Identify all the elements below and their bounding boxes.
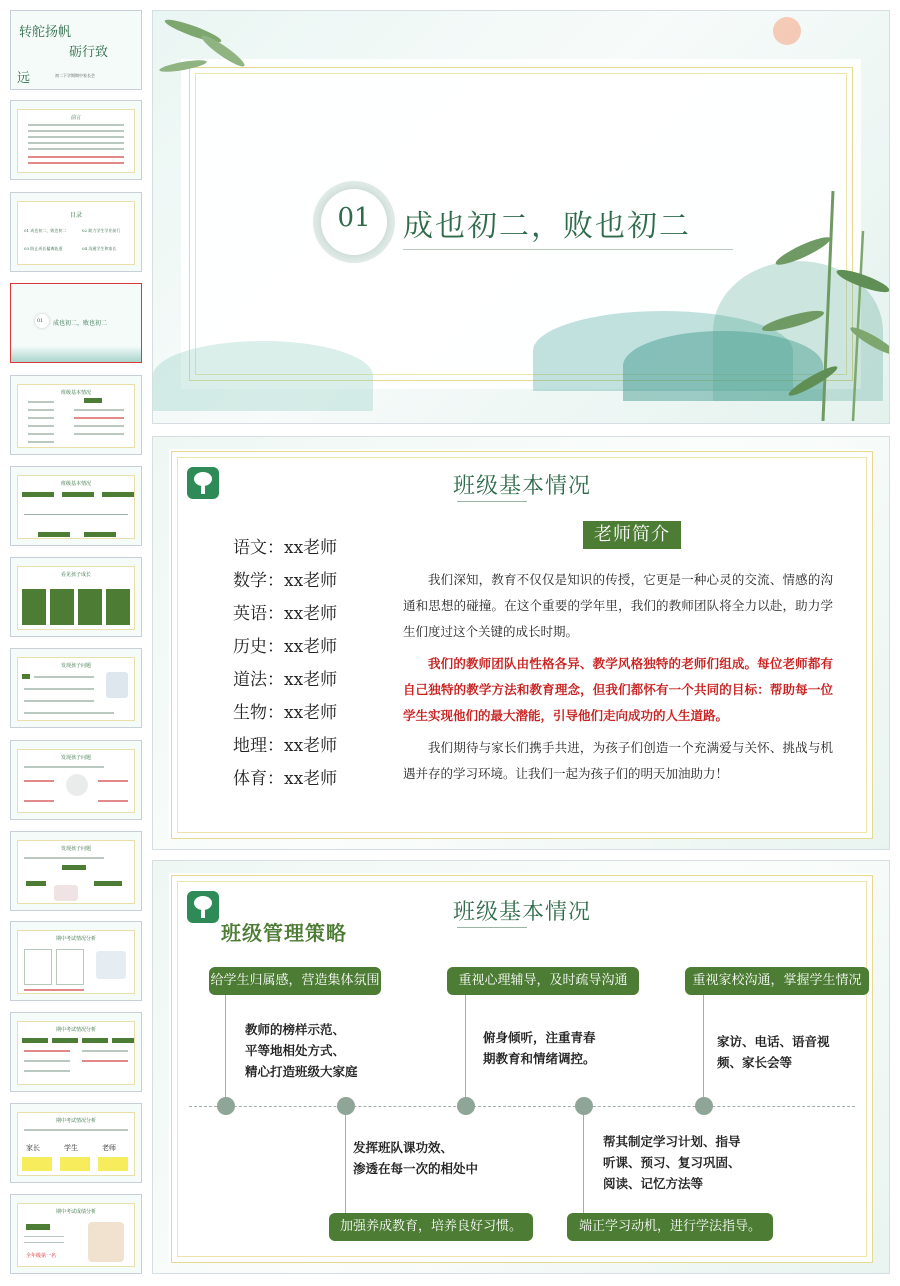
thumb-content-area [17, 566, 135, 630]
section-number: 01 [337, 203, 371, 233]
sun-decoration [773, 17, 801, 45]
thumb-title: 期中考试情况分析 [55, 936, 96, 942]
thumb-section-title: 成也初二，败也初二 [53, 320, 108, 327]
slide-thumbnail-5[interactable] [10, 375, 142, 455]
thumb-title: 发现孩子问题 [60, 663, 91, 669]
thumb-content-area [17, 1112, 135, 1176]
strategy-label-psychology: 重视心理辅导，及时疏导沟通 [447, 967, 639, 995]
teacher-row-english: 英语：xx老师 [233, 604, 338, 624]
thumb-content-area [17, 1203, 135, 1267]
thumb-content-area [17, 384, 135, 448]
thumb-title: 目录 [69, 212, 82, 219]
thumb-content-area [17, 201, 135, 265]
slide-thumbnail-1[interactable] [10, 10, 142, 90]
slide-class-management-strategy[interactable] [152, 860, 890, 1274]
thumb-content-area [17, 749, 135, 813]
strategy-label-belonging: 给学生归属感，营造集体氛围 [209, 967, 381, 995]
thumb-section-number: 01 [37, 318, 44, 324]
teacher-row-morality-law: 道法：xx老师 [233, 670, 338, 690]
bamboo-decoration [753, 191, 890, 421]
slide-thumbnail-7[interactable] [10, 557, 142, 637]
slide-thumbnail-6[interactable] [10, 466, 142, 546]
teacher-row-chinese: 语文：xx老师 [233, 538, 338, 558]
thumb-title: 期中考试情况分析 [55, 1027, 96, 1033]
bamboo-leaves-top-left [153, 11, 273, 101]
strategy-desc-home-school: 家访、电话、语音视 频、家长会等 [717, 1034, 830, 1070]
slide-thumbnail-3[interactable] [10, 192, 142, 272]
section-subtitle: 班级管理策略 [221, 921, 347, 945]
slide-thumbnail-9[interactable] [10, 740, 142, 820]
thumb-label-teacher: 老师 [102, 1144, 116, 1152]
slide-thumbnail-2[interactable] [10, 100, 142, 180]
thumb-content-area [17, 930, 135, 994]
intro-paragraph-3: 我们期待与家长们携手共进，为孩子们创造一个充满爱与关怀、挑战与机遇并存的学习环境。让我们一起为孩子们的明天加油助力！ [403, 740, 833, 781]
title-underline [403, 249, 733, 250]
thumb-cover-title-line-3: 远 [17, 71, 31, 86]
thumb-title: 看见孩子成长 [60, 572, 91, 578]
slide-heading: 班级基本情况 [452, 900, 591, 925]
intro-paragraph-2-highlight: 我们的教师团队由性格各异、教学风格独特的老师们组成。每位老师都有自己独特的教学方法和教育理念，但我们都怀有一个共同的目标：帮助每一位学生实现他们的最大潜能，引导他们走向成功的人生道路。 [403, 656, 833, 723]
thumb-title: 期中考试情况分析 [55, 1118, 96, 1124]
section-title: 成也初二，败也初二 [403, 209, 691, 244]
teacher-row-history: 历史：xx老师 [233, 637, 338, 657]
thumb-label-parent: 家长 [26, 1144, 40, 1152]
thumb-content-area [17, 840, 135, 904]
strategy-label-learning: 端正学习动机，进行学法指导。 [567, 1213, 773, 1241]
thumb-content-area [17, 1021, 135, 1085]
slide-thumbnail-13[interactable] [10, 1103, 142, 1183]
intro-paragraph-1: 我们深知，教育不仅仅是知识的传授，它更是一种心灵的交流、情感的沟通和思想的碰撞。在这个重要的学年里，我们的教师团队将全力以赴，助力学生们度过这个关键的成长时期。 [403, 572, 833, 639]
thumb-content-area [17, 109, 135, 173]
slide-thumbnail-12[interactable] [10, 1012, 142, 1092]
thumb-content-area [17, 657, 135, 721]
thumb-content-area [17, 475, 135, 539]
teacher-row-geography: 地理：xx老师 [233, 736, 338, 756]
timeline-node-3 [457, 1097, 475, 1115]
teacher-row-math: 数学：xx老师 [233, 571, 338, 591]
thumb-title: 前言 [70, 115, 81, 121]
thumb-title: 发现孩子问题 [60, 755, 91, 761]
slide-thumbnail-10[interactable] [10, 831, 142, 911]
thumb-cover-title-line-2: 砺行致 [69, 45, 109, 60]
timeline-node-4 [575, 1097, 593, 1115]
strategy-label-home-school: 重视家校沟通，掌握学生情况 [685, 967, 869, 995]
thumb-toc-item-1: 01 成也初二，败也初二 [24, 228, 67, 233]
timeline-node-5 [695, 1097, 713, 1115]
thumb-cover-title-line-1: 转舵扬帆 [19, 25, 72, 40]
thumb-label-student: 学生 [64, 1144, 78, 1152]
slide-thumbnail-8[interactable] [10, 648, 142, 728]
thumb-cover-subtitle: 初二下学期期中家长会 [55, 73, 95, 78]
strategy-label-habits: 加强养成教育，培养良好习惯。 [329, 1213, 533, 1241]
thumb-toc-item-3: 03 防止成长偏离轨道 [24, 246, 63, 251]
thumb-title: 班级基本情况 [60, 390, 91, 396]
timeline-axis [189, 1106, 855, 1107]
strategy-desc-habits: 发挥班队课功效、 渗透在每一次的相处中 [353, 1140, 479, 1176]
thumb-title: 班级基本情况 [60, 481, 91, 487]
timeline-node-1 [217, 1097, 235, 1115]
thumb-banner: 全年级第一名 [26, 1253, 57, 1259]
teacher-intro-tag: 老师简介 [583, 521, 681, 549]
thumb-toc-item-2: 02 助力学生学业前行 [82, 228, 121, 233]
thumb-title: 期中考试成绩分析 [55, 1209, 96, 1215]
slide-section-01[interactable] [152, 10, 890, 424]
strategy-desc-belonging: 教师的榜样示范、 平等地相处方式、 精心打造班级大家庭 [245, 1022, 358, 1079]
timeline-node-2 [337, 1097, 355, 1115]
thumb-title: 发现孩子问题 [60, 846, 91, 852]
slide-thumbnail-4-selected[interactable] [10, 283, 142, 363]
slide-thumbnail-panel [0, 0, 152, 1286]
strategy-desc-psychology: 俯身倾听，注重青春 期教育和情绪调控。 [483, 1030, 596, 1066]
thumb-toc-item-4: 04 沟通学生和家长 [82, 246, 117, 251]
slide-class-info-teachers[interactable] [152, 436, 890, 850]
strategy-desc-learning: 帮其制定学习计划、指导 听课、预习、复习巩固、 阅读、记忆方法等 [603, 1134, 741, 1191]
teacher-row-biology: 生物：xx老师 [233, 703, 338, 723]
slide-heading: 班级基本情况 [452, 474, 591, 499]
teacher-row-pe: 体育：xx老师 [233, 769, 338, 789]
slide-thumbnail-14[interactable] [10, 1194, 142, 1274]
slide-thumbnail-11[interactable] [10, 921, 142, 1001]
